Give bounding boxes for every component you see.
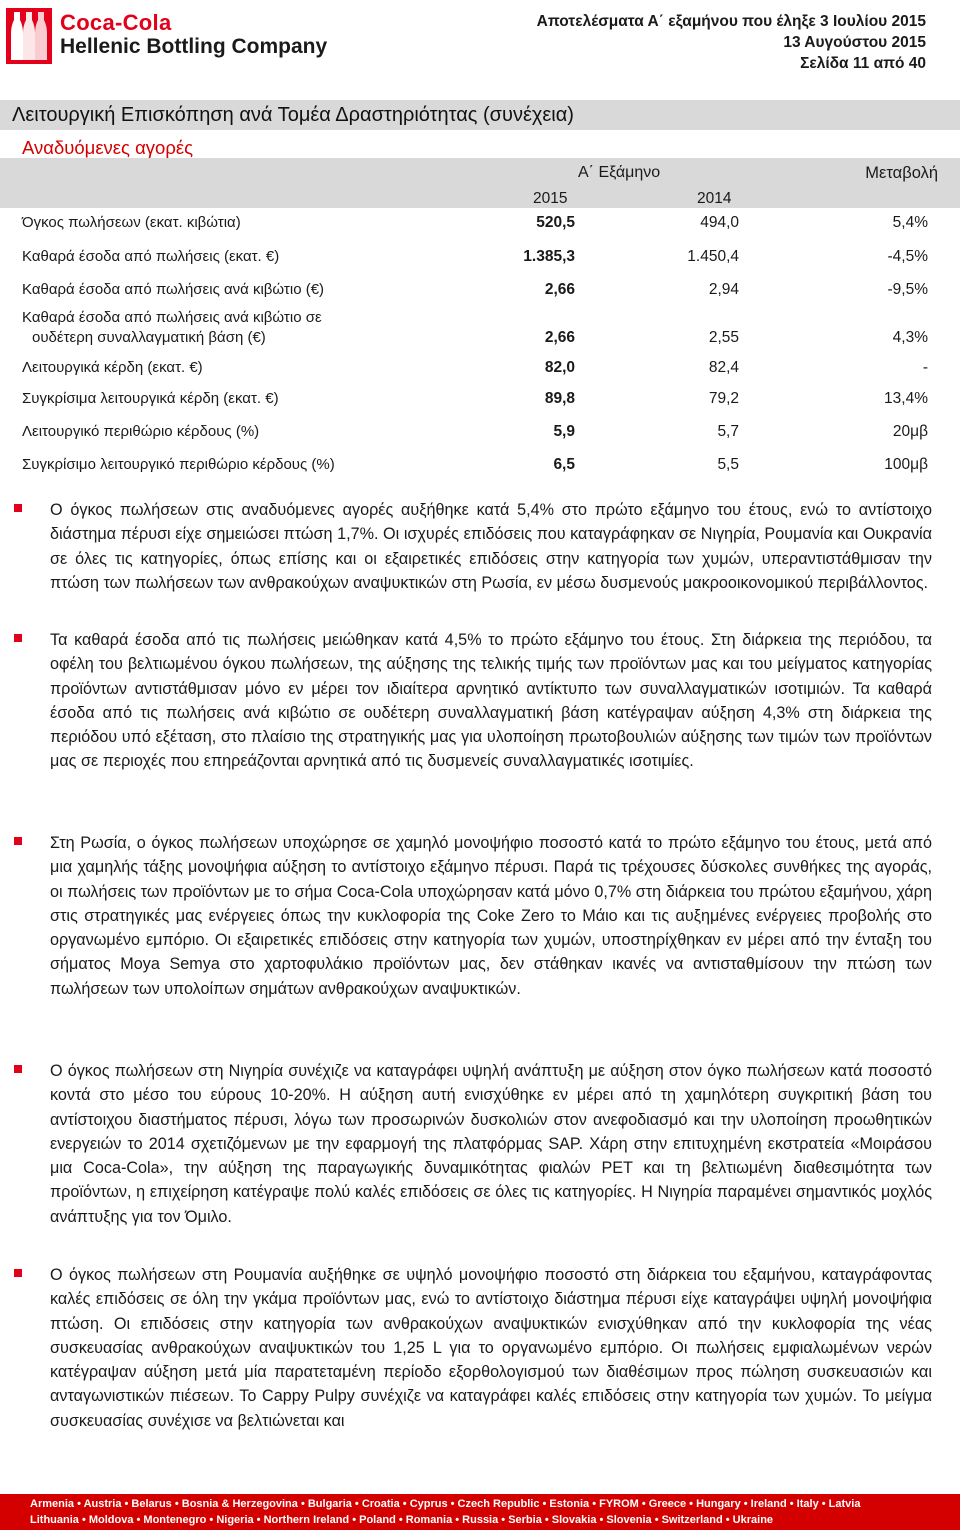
value-2015: 520,5 [536, 214, 575, 231]
value-2015: 6,5 [553, 456, 575, 473]
brand-name-line1: Coca-Cola [60, 10, 172, 35]
table-header-2014: 2014 [697, 190, 732, 207]
value-2014: 1.450,4 [687, 248, 739, 265]
value-2014: 2,55 [708, 329, 739, 346]
document-date: 13 Αυγούστου 2015 [783, 34, 926, 51]
company-logo [6, 4, 346, 64]
value-change: 13,4% [884, 390, 928, 407]
value-2015: 2,66 [544, 281, 575, 298]
row-label-continued: ουδέτερη συναλλαγματική βάση (€) [32, 329, 266, 346]
value-2014: 82,4 [708, 359, 739, 376]
value-2015: 82,0 [544, 359, 575, 376]
value-change: -9,5% [887, 281, 928, 298]
value-2014: 494,0 [700, 214, 739, 231]
bullet-square-icon [14, 837, 22, 845]
bullet-text: Ο όγκος πωλήσεων στις αναδυόμενες αγορές αυξήθηκε κατά 5,4% στο πρώτο εξάμηνο του έτους, ενώ το αντίστοιχο διάστημα πέρυσι είχε σημειώσει πτώση 1,7%. Οι ισχυρές επιδόσεις που καταγράφηκαν σε Νιγηρία, Ρουμανία και Ουκρανία σε όλες τις κατηγορίες, όπως επίσης και οι εξαιρετικές επιδόσεις στην κατηγορία των χυμών, υπεραντιστάθμισαν την πτώση των πωλήσεων των ανθρακούχων αναψυκτικών στη Ρωσία, εν μέσω δυσμενούς μακροοικονομικού περιβάλλοντος. [50, 501, 932, 592]
value-2014: 2,94 [708, 281, 739, 298]
section-title: Λειτουργική Επισκόπηση ανά Τομέα Δραστηριότητας (συνέχεια) [12, 104, 574, 126]
value-change: 20μβ [892, 423, 928, 440]
row-label: Συγκρίσιμα λειτουργικά κέρδη (εκατ. €) [22, 390, 279, 407]
value-change: 5,4% [892, 214, 928, 231]
footer-countries-line2: Lithuania • Moldova • Montenegro • Nigeria • Northern Ireland • Poland • Romania • Russia • Serbia • Slovakia • Slovenia • Switzerland • Ukraine [30, 1514, 774, 1526]
bullet-text: Ο όγκος πωλήσεων στη Ρουμανία αυξήθηκε σε υψηλό μονοψήφιο ποσοστό στη διάρκεια του εξαμήνου, καταγράφοντας καλές επιδόσεις σε όλη την γκάμα προϊόντων μας, ενώ το αντίστοιχο διάστημα πέρυσι είχε καταγράψει υψηλή μονοψήφια πτώση. Οι επιδόσεις στην κατηγορία των ανθρακούχων αναψυκτικών ενισχύθηκαν από την κυκλοφορία της νέας συσκευασίας ανθρακούχων αναψυκτικών του 1,25 L για το οργανωμένο εμπόριο. Οι πωλήσεις εμφιαλωμένων νερών κατέγραψαν αύξηση μετά μία παρατεταμένη περίοδο εξορθολογισμού των διαθέσιμων προς πώληση συσκευασιών και ανταγωνιστικών πιέσεων. Το Cappy Pulpy συνέχιζε να καταγράφει καλές επιδόσεις στην κατηγορία των χυμών. Το μείγμα συσκευασίας συνέχισε να βελτιώνεται και [50, 1266, 932, 1430]
value-change: 4,3% [892, 329, 928, 346]
page-footer [0, 1494, 960, 1530]
subsection-title: Αναδυόμενες αγορές [22, 137, 194, 158]
bullet-text: Τα καθαρά έσοδα από τις πωλήσεις μειώθηκαν κατά 4,5% το πρώτο εξάμηνο του έτους. Στη διάρκεια της περιόδου, τα οφέλη του βελτιωμένου όγκου πωλήσεων, της αύξησης της τελικής τιμής των προϊόντων μας και του μείγματος κατηγορίας προϊόντων αντιστάθμισαν μόνο εν μέρει τον ιδιαίτερα αρνητικό αντίκτυπο των συναλλαγματικών ισοτιμιών. Τα καθαρά έσοδα από τις πωλήσεις ανά κιβώτιο σε ουδέτερη συναλλαγματική βάση κατέγραψαν αύξηση 4,3% στη διάρκεια της περιόδου υπό εξέταση, στο πλαίσιο της στρατηγικής μας για υλοποίηση πρωτοβουλιών αύξησης των τιμών των προϊόντων μας σε περιοχές που επηρεάζονται αρνητικά από τις δυσμενείς συναλλαγματικές ισοτιμίες. [50, 631, 932, 771]
page-header [0, 0, 960, 100]
row-label: Συγκρίσιμο λειτουργικό περιθώριο κέρδους (%) [22, 456, 335, 473]
value-2015: 2,66 [544, 329, 575, 346]
row-label: Όγκος πωλήσεων (εκατ. κιβώτια) [22, 214, 241, 231]
section-title-bar [0, 100, 960, 130]
table-header-band [0, 158, 960, 208]
bullet-square-icon [14, 1269, 22, 1277]
table-header-period: Α΄ Εξάμηνο [578, 164, 661, 181]
brand-name-line2: Hellenic Bottling Company [60, 35, 328, 58]
row-label: Καθαρά έσοδα από πωλήσεις (εκατ. €) [22, 248, 280, 265]
document-info [537, 11, 926, 74]
bottles-icon [6, 8, 52, 64]
document-title: Αποτελέσματα Α΄ εξαμήνου που έληξε 3 Ιουλίου 2015 [536, 13, 926, 30]
value-change: -4,5% [887, 248, 928, 265]
table-header-2015: 2015 [533, 190, 568, 207]
value-change: - [922, 359, 928, 376]
page-number: Σελίδα 11 από 40 [800, 55, 926, 72]
row-label: Λειτουργικό περιθώριο κέρδους (%) [22, 423, 260, 440]
row-label: Καθαρά έσοδα από πωλήσεις ανά κιβώτιο (€) [22, 281, 325, 298]
table-header-change: Μεταβολή [865, 164, 938, 182]
value-2014: 5,7 [717, 423, 739, 440]
bullet-square-icon [14, 504, 22, 512]
value-2015: 89,8 [544, 390, 575, 407]
value-2014: 5,5 [717, 456, 739, 473]
row-label: Λειτουργικά κέρδη (εκατ. €) [22, 359, 203, 376]
row-label: Καθαρά έσοδα από πωλήσεις ανά κιβώτιο σε [22, 309, 322, 326]
bullet-square-icon [14, 634, 22, 642]
bullet-text: Στη Ρωσία, ο όγκος πωλήσεων υποχώρησε σε χαμηλό μονοψήφιο ποσοστό κατά το πρώτο εξάμηνο του έτους, μετά από μια χαμηλής τάξης μονοψήφια αύξηση το αντίστοιχο εξάμηνο πέρυσι. Παρά τις τρέχουσες δύσκολες συνθήκες της αγοράς, οι πωλήσεις των προϊόντων με το σήμα Coca-Cola υποχώρησαν κατά μόνο 0,7% στη διάρκεια του πρώτου εξαμήνου, χάρη στις στρατηγικές μας ενέργειες όπως την κυκλοφορία της Coke Zero το Μάιο και τις αυξημένες ενέργειες προβολής στο οργανωμένο εμπόριο. Οι εξαιρετικές επιδόσεις στην κατηγορία των χυμών, υποστηρίχθηκαν εν μέρει από την ένταξη του σήματος Moya Semya στο χαρτοφυλάκιο προϊόντων μας, δεν στάθηκαν ικανές να αντισταθμίσουν την πτώση των πωλήσεων των υπολοίπων σημάτων ανθρακούχων αναψυκτικών. [50, 834, 932, 998]
value-change: 100μβ [884, 456, 928, 473]
bullet-text: Ο όγκος πωλήσεων στη Νιγηρία συνέχιζε να καταγράφει υψηλή ανάπτυξη με αύξηση στον όγκο πωλήσεων κατά ποσοστό κοντά στο μέσο του εύρους 10-20%. Η αύξηση αυτή ενισχύθηκε εν μέρει από τη χαμηλότερη συγκριτική βάση του αντίστοιχου διαστήματος πέρυσι, λόγω των προσωρινών δυσκολιών στον ανεφοδιασμό και την υλοποίηση προωθητικών ενεργειών το 2014 σχετιζόμενων με την εφαρμογή της πλατφόρμας SAP. Χάρη στην επιτυχημένη εκστρατεία «Μοιράσου μια Coca-Cola», την αύξηση της παραγωγικής δυναμικότητας φιαλών PET και τη βελτιωμένη διαθεσιμότητα των προϊόντων, η επιχείρηση κατέγραψε πολύ καλές επιδόσεις σε όλες τις κατηγορίες. Η Νιγηρία παραμένει σημαντικός μοχλός ανάπτυξης για τον Όμιλο. [50, 1062, 932, 1226]
value-2015: 5,9 [553, 423, 575, 440]
footer-countries-line1: Armenia • Austria • Belarus • Bosnia & Herzegovina • Bulgaria • Croatia • Cyprus • Czech Republic • Estonia • FYROM • Greece • Hungary • Ireland • Italy • Latvia [30, 1498, 861, 1510]
value-2015: 1.385,3 [523, 248, 575, 265]
value-2014: 79,2 [708, 390, 739, 407]
bullet-square-icon [14, 1065, 22, 1073]
